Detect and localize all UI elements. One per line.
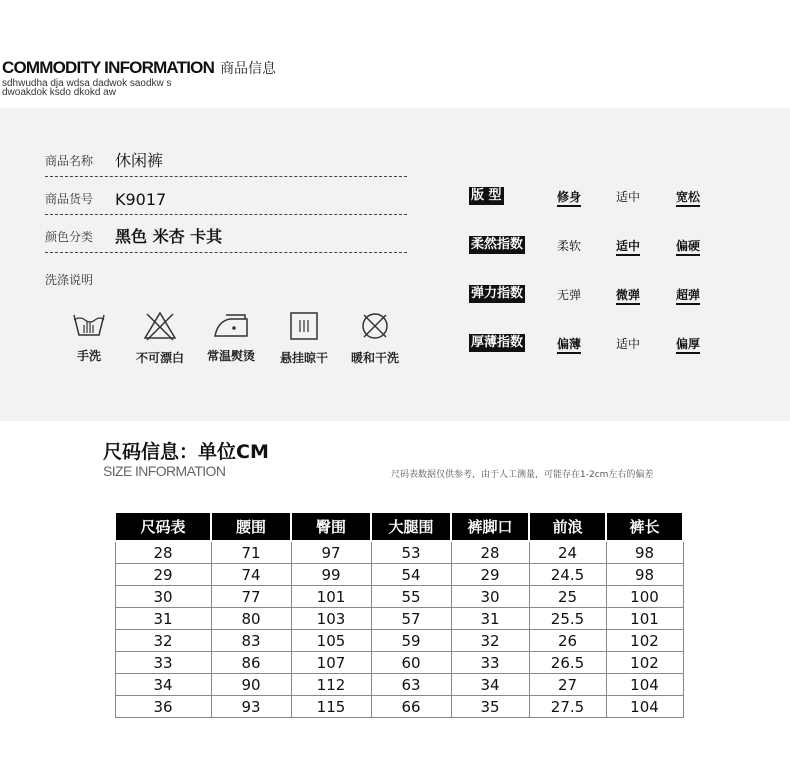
table-cell: 59 <box>371 630 451 652</box>
field-value: 黑色 米杏 卡其 <box>115 227 223 246</box>
table-cell: 98 <box>606 564 683 586</box>
subtitle-line-1: sdhwudha dja wdsa dadwok saodkw s <box>2 78 172 89</box>
indicator-stretch <box>469 285 702 305</box>
indicator-tag: 柔然指数 <box>471 237 524 252</box>
column-header: 前浪 <box>529 512 606 541</box>
table-cell: 26.5 <box>529 652 606 674</box>
section-title-cn: 商品信息 <box>220 61 277 77</box>
table-cell: 31 <box>115 608 211 630</box>
table-cell: 54 <box>371 564 451 586</box>
table-cell: 66 <box>371 696 451 718</box>
section-title-en: COMMODITY INFORMATION <box>2 58 215 77</box>
table-cell: 101 <box>606 608 683 630</box>
wash-instructions-label: 洗涤说明 <box>45 273 94 287</box>
table-cell: 103 <box>291 608 371 630</box>
table-cell: 98 <box>606 541 683 564</box>
table-cell: 102 <box>606 630 683 652</box>
table-cell: 80 <box>211 608 291 630</box>
table-cell: 101 <box>291 586 371 608</box>
table-cell: 102 <box>606 652 683 674</box>
section-title <box>2 58 276 78</box>
table-cell: 35 <box>451 696 529 718</box>
subtitle-line-2: dwoakdok ksdo dkokd aw <box>2 87 116 98</box>
care-label: 手洗 <box>76 349 101 363</box>
table-cell: 25 <box>529 586 606 608</box>
column-header: 裤长 <box>606 512 683 541</box>
table-cell: 107 <box>291 652 371 674</box>
table-cell: 26 <box>529 630 606 652</box>
indicator-option: 无弹 <box>557 288 582 302</box>
care-item-no-bleach <box>120 311 200 366</box>
table-row <box>115 630 683 652</box>
hand-wash-icon <box>72 311 106 339</box>
care-label: 悬挂晾干 <box>279 351 328 365</box>
table-cell: 25.5 <box>529 608 606 630</box>
table-row <box>115 564 683 586</box>
table-cell: 34 <box>115 674 211 696</box>
indicator-softness <box>469 236 702 256</box>
indicator-option-selected: 适中 <box>616 237 640 256</box>
table-cell: 93 <box>211 696 291 718</box>
table-cell: 112 <box>291 674 371 696</box>
table-row <box>115 586 683 608</box>
care-label: 不可漂白 <box>135 351 184 365</box>
table-cell: 90 <box>211 674 291 696</box>
indicator-option-selected: 宽松 <box>676 188 700 207</box>
table-cell: 36 <box>115 696 211 718</box>
table-cell: 30 <box>115 586 211 608</box>
table-cell: 28 <box>115 541 211 564</box>
indicator-thickness <box>469 334 702 354</box>
table-cell: 29 <box>451 564 529 586</box>
no-tumble-dry-icon <box>359 311 391 341</box>
table-cell: 104 <box>606 674 683 696</box>
info-panel <box>0 108 790 421</box>
size-table-header <box>115 512 683 541</box>
table-cell: 33 <box>115 652 211 674</box>
table-cell: 77 <box>211 586 291 608</box>
no-bleach-icon <box>143 311 177 341</box>
table-cell: 33 <box>451 652 529 674</box>
indicator-option: 适中 <box>616 337 641 351</box>
column-header: 大腿围 <box>371 512 451 541</box>
indicator-option-selected: 偏硬 <box>676 237 700 256</box>
field-value: K9017 <box>115 190 167 209</box>
indicator-option-selected: 修身 <box>557 188 581 207</box>
column-header: 裤脚口 <box>451 512 529 541</box>
indicator-option-selected: 超弹 <box>676 286 700 305</box>
table-cell: 115 <box>291 696 371 718</box>
size-note: 尺码表数据仅供参考，由于人工测量，可能存在1-2cm左右的偏差 <box>391 470 654 480</box>
indicator-tag: 厚薄指数 <box>471 335 524 350</box>
indicator-tag: 弹力指数 <box>471 286 524 301</box>
care-label: 常温熨烫 <box>206 349 255 363</box>
section-subtitle <box>2 79 172 97</box>
table-row <box>115 541 683 564</box>
indicator-option: 适中 <box>616 190 641 204</box>
table-cell: 55 <box>371 586 451 608</box>
table-cell: 63 <box>371 674 451 696</box>
table-cell: 32 <box>451 630 529 652</box>
indicator-option-selected: 偏薄 <box>557 335 581 354</box>
table-row <box>115 652 683 674</box>
table-cell: 24 <box>529 541 606 564</box>
care-item-iron <box>191 311 271 364</box>
field-value: 休闲裤 <box>115 151 164 170</box>
care-item-line-dry <box>264 311 344 366</box>
table-cell: 27.5 <box>529 696 606 718</box>
column-header: 尺码表 <box>115 512 211 541</box>
table-cell: 27 <box>529 674 606 696</box>
table-cell: 105 <box>291 630 371 652</box>
table-cell: 97 <box>291 541 371 564</box>
line-dry-icon <box>289 311 319 341</box>
size-table <box>114 511 684 718</box>
size-title: 尺码信息：单位CM <box>103 441 269 463</box>
table-cell: 99 <box>291 564 371 586</box>
indicator-fit <box>469 187 702 207</box>
table-cell: 74 <box>211 564 291 586</box>
indicator-option-selected: 微弹 <box>616 286 640 305</box>
table-cell: 83 <box>211 630 291 652</box>
table-cell: 29 <box>115 564 211 586</box>
table-cell: 86 <box>211 652 291 674</box>
field-row-name <box>45 146 407 177</box>
indicator-tag: 版 型 <box>471 188 502 203</box>
column-header: 臀围 <box>291 512 371 541</box>
size-title-en: SIZE INFORMATION <box>103 463 226 479</box>
table-cell: 32 <box>115 630 211 652</box>
care-label: 暖和干洗 <box>350 351 399 365</box>
table-cell: 30 <box>451 586 529 608</box>
table-row <box>115 674 683 696</box>
table-cell: 34 <box>451 674 529 696</box>
field-row-sku <box>45 184 407 215</box>
field-key: 商品名称 <box>45 154 94 168</box>
table-row <box>115 696 683 718</box>
indicator-option: 柔软 <box>557 239 582 253</box>
table-cell: 71 <box>211 541 291 564</box>
table-cell: 60 <box>371 652 451 674</box>
table-cell: 31 <box>451 608 529 630</box>
field-key: 商品货号 <box>45 192 94 206</box>
field-row-color <box>45 222 407 253</box>
care-item-hand-wash <box>49 311 129 364</box>
column-header: 腰围 <box>211 512 291 541</box>
table-cell: 100 <box>606 586 683 608</box>
indicator-option-selected: 偏厚 <box>676 335 700 354</box>
care-item-dry-clean <box>335 311 415 366</box>
table-cell: 57 <box>371 608 451 630</box>
table-cell: 104 <box>606 696 683 718</box>
table-cell: 24.5 <box>529 564 606 586</box>
iron-icon <box>212 311 250 339</box>
field-key: 颜色分类 <box>45 230 94 244</box>
table-row <box>115 608 683 630</box>
table-cell: 53 <box>371 541 451 564</box>
table-cell: 28 <box>451 541 529 564</box>
